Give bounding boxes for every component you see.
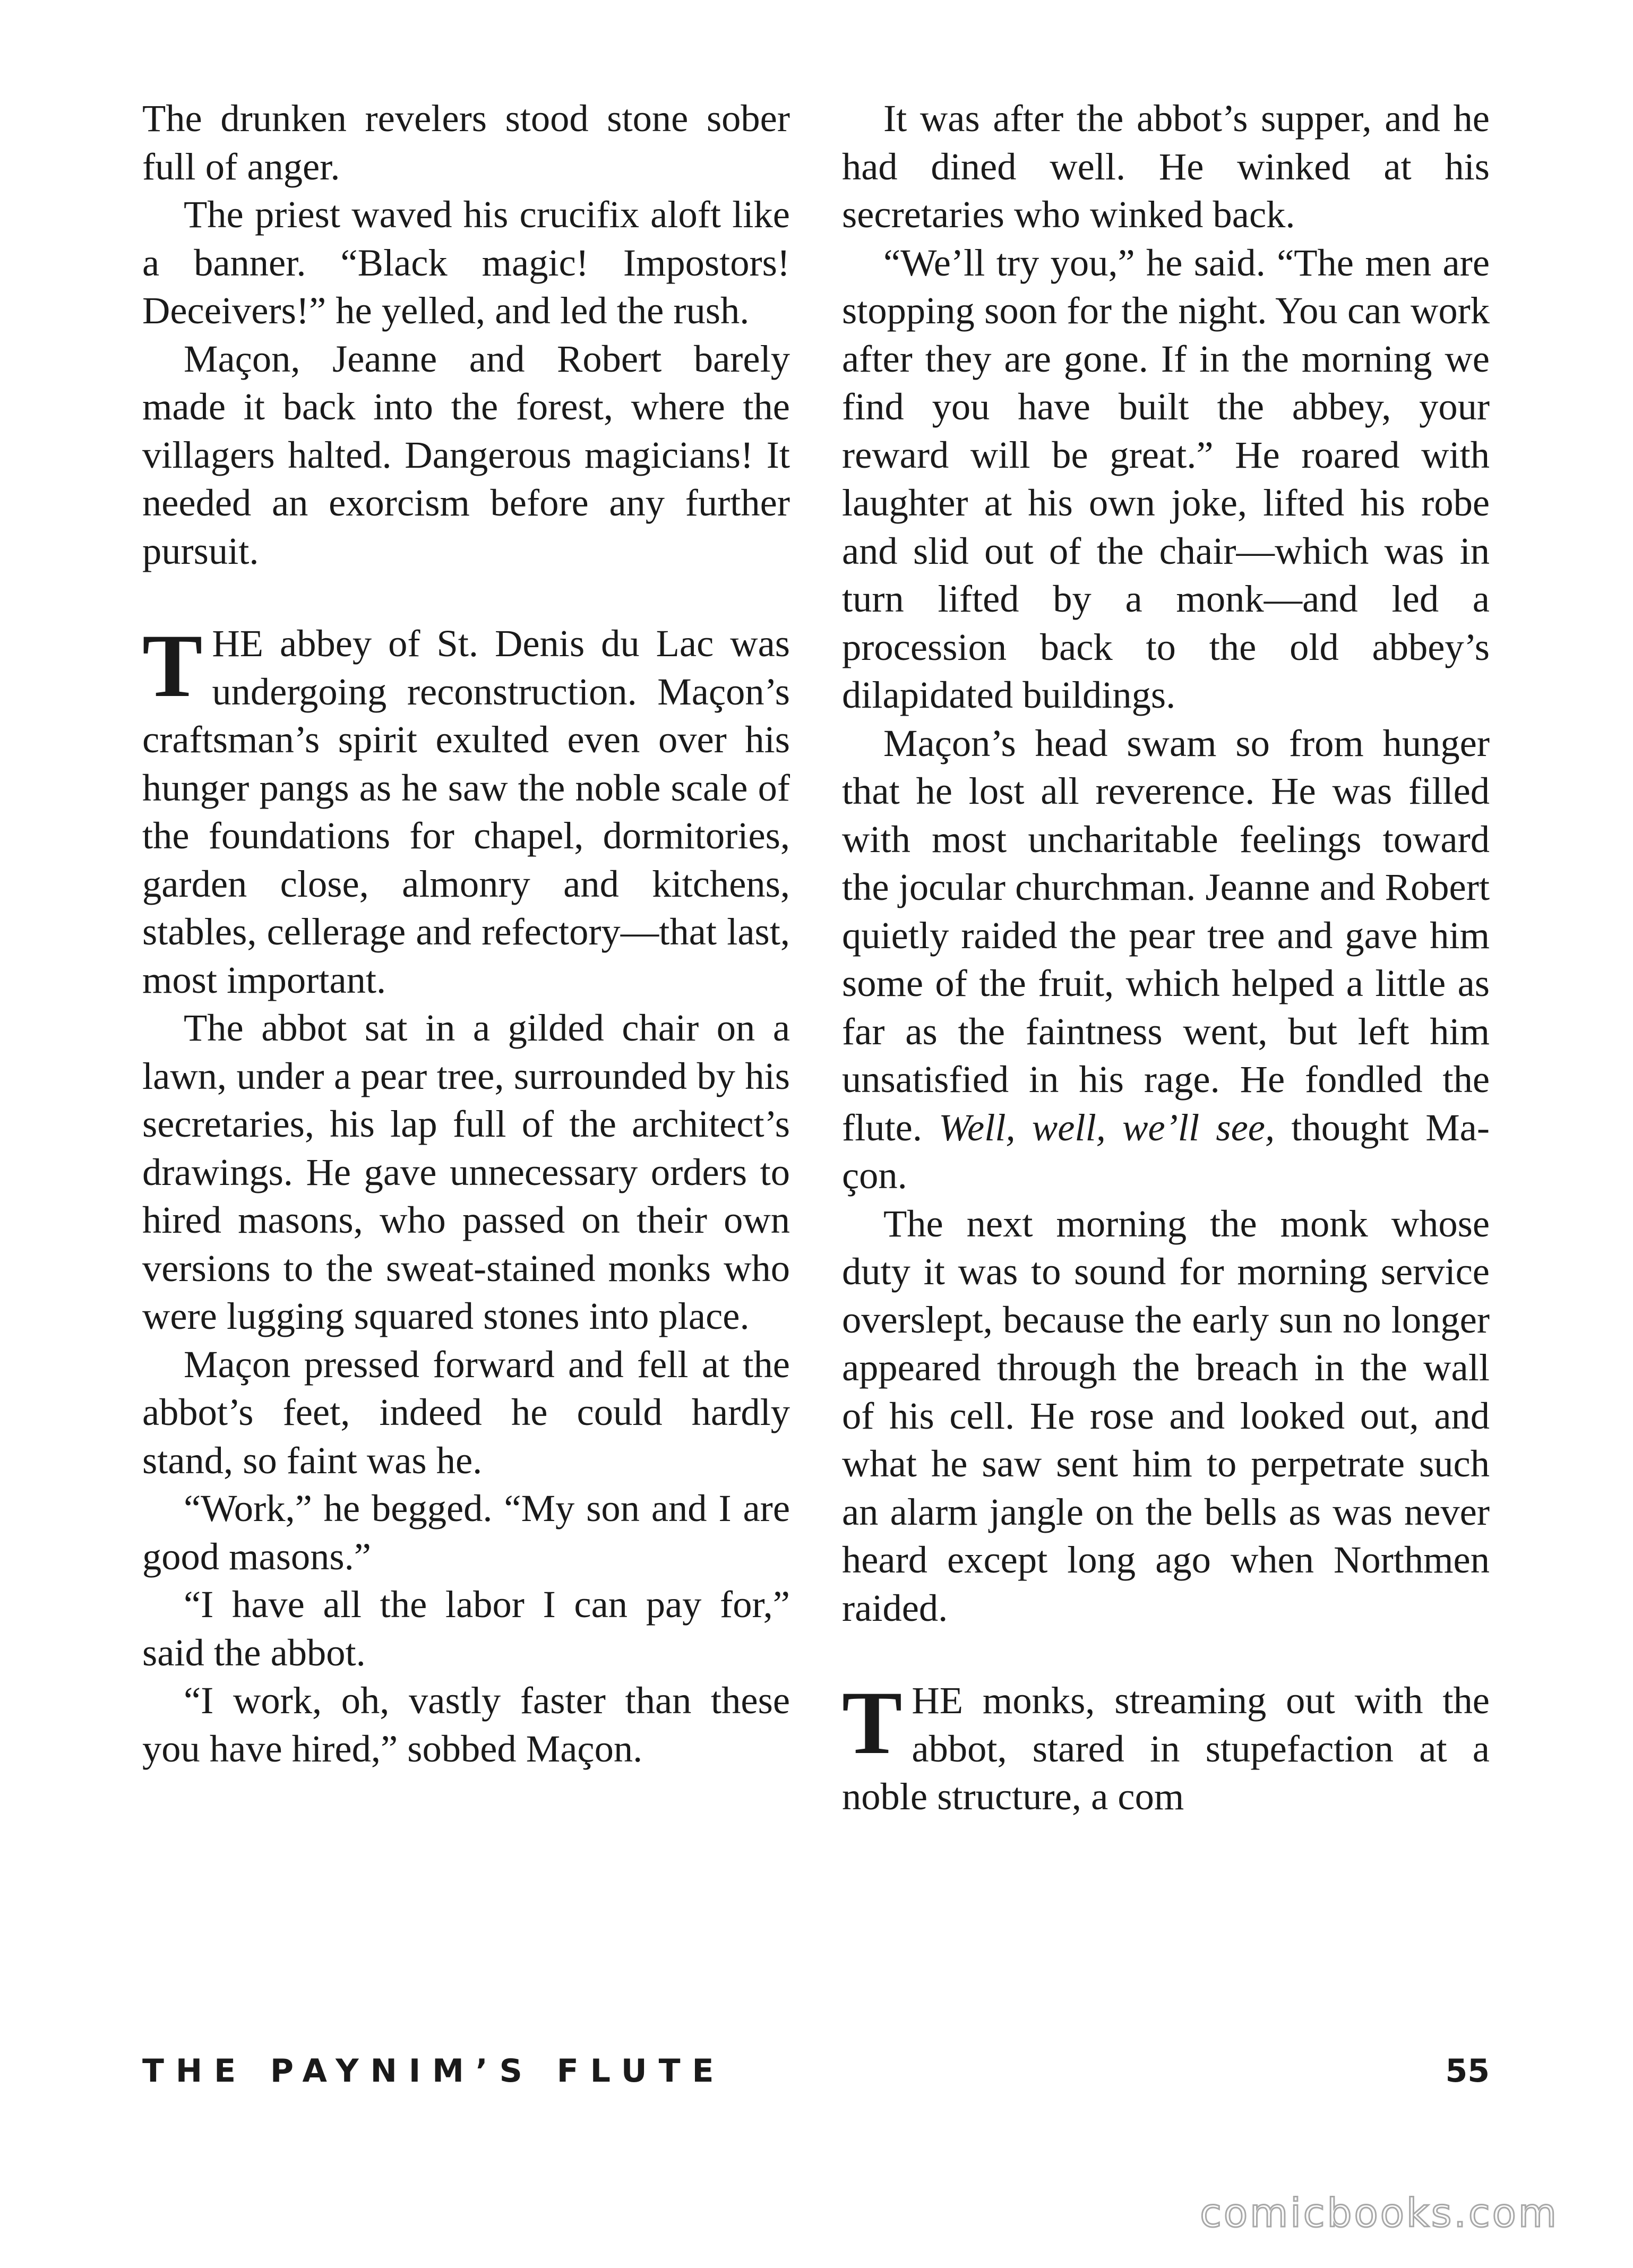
page-footer [142, 2052, 1490, 2100]
paragraph: The next morning the monk whose duty it was to sound for morning service overslept, because the early sun no longer appeared through the breach in the wall of his cell. He rose and looked out, and what he saw sent him to perpetrate such an alarm jangle on the bells as was never heard except long ago when Northmen raided. [842, 1201, 1490, 1629]
drop-cap: T [142, 616, 203, 716]
running-title: THE PAYNIM’S FLUTE [142, 2052, 726, 2090]
drop-cap: T [842, 1673, 903, 1773]
paragraph-text: HE monks, streaming out with the abbot, stared in stupefaction at a noble structure, a com [842, 1679, 1490, 1818]
paragraph: “We’ll try you,” he said. “The men are stopping soon for the night. You can work after they are gone. If in the morning we find you have built the abbey, your reward will be great.” He roared with laughter at his own joke, lifted his robe and slid out of the chair—which was in turn lifted by a monk—and led a procession back to the old abbey’s dilapidated buildings. [842, 240, 1490, 716]
paragraph: “Work,” he begged. “My son and I are good masons.” [142, 1487, 790, 1578]
paragraph: The drunken revelers stood stone sober full of anger. [142, 97, 790, 188]
section-start-paragraph [842, 1673, 1490, 1821]
right-column [842, 94, 1490, 1821]
left-column [142, 94, 790, 1773]
paragraph: It was after the abbot’s supper, and he had dined well. He winked at his secretaries who winked back. [842, 97, 1490, 236]
paragraph-text: Maçon’s head swam so from hunger that he lost all reverence. He was filled with most uncharitable feelings toward the jocular churchman. Jeanne and Robert quietly raided the pear tree and gave him some of the fruit, which helped a little as far as the faintness went, but left him unsatisfied in his rage. He fondled the flute. [842, 721, 1490, 1149]
paragraph-text-tail: thought Maçon. [842, 1105, 1490, 1197]
paragraph: The priest waved his crucifix aloft like a banner. “Black magic! Impostors! Deceivers!” he yelled, and led the rush. [142, 193, 790, 332]
page-number: 55 [1445, 2052, 1490, 2090]
paragraph: Maçon pressed forward and fell at the abbot’s feet, indeed he could hardly stand, so faint was he. [142, 1342, 790, 1482]
paragraph: “I have all the labor I can pay for,” said the abbot. [142, 1583, 790, 1674]
paragraph [842, 719, 1490, 1200]
italic-thought: Well, well, we’ll see, [939, 1105, 1275, 1149]
paragraph-text: HE abbey of St. Denis du Lac was undergoing reconstruction. Maçon’s craftsman’s spirit exulted even over his hunger pangs as he saw the noble scale of the foundations for chapel, dormitories, garden close, almonry and kitchens, stables, cellerage and refectory—that last, most important. [142, 622, 790, 1001]
paragraph: Maçon, Jeanne and Robert barely made it back into the forest, where the villagers halted. Dangerous magicians! It needed an exorcism before any further pursuit. [142, 337, 790, 572]
watermark: comicbooks.com [1200, 2190, 1559, 2236]
paragraph: “I work, oh, vastly faster than these you have hired,” sobbed Maçon. [142, 1679, 790, 1770]
section-start-paragraph [142, 616, 790, 1004]
paragraph: The abbot sat in a gilded chair on a lawn, under a pear tree, surrounded by his secretaries, his lap full of the architect’s drawings. He gave unnecessary orders to hired masons, who passed on their own versions to the sweat-stained monks who were lugging squared stones into place. [142, 1006, 790, 1337]
